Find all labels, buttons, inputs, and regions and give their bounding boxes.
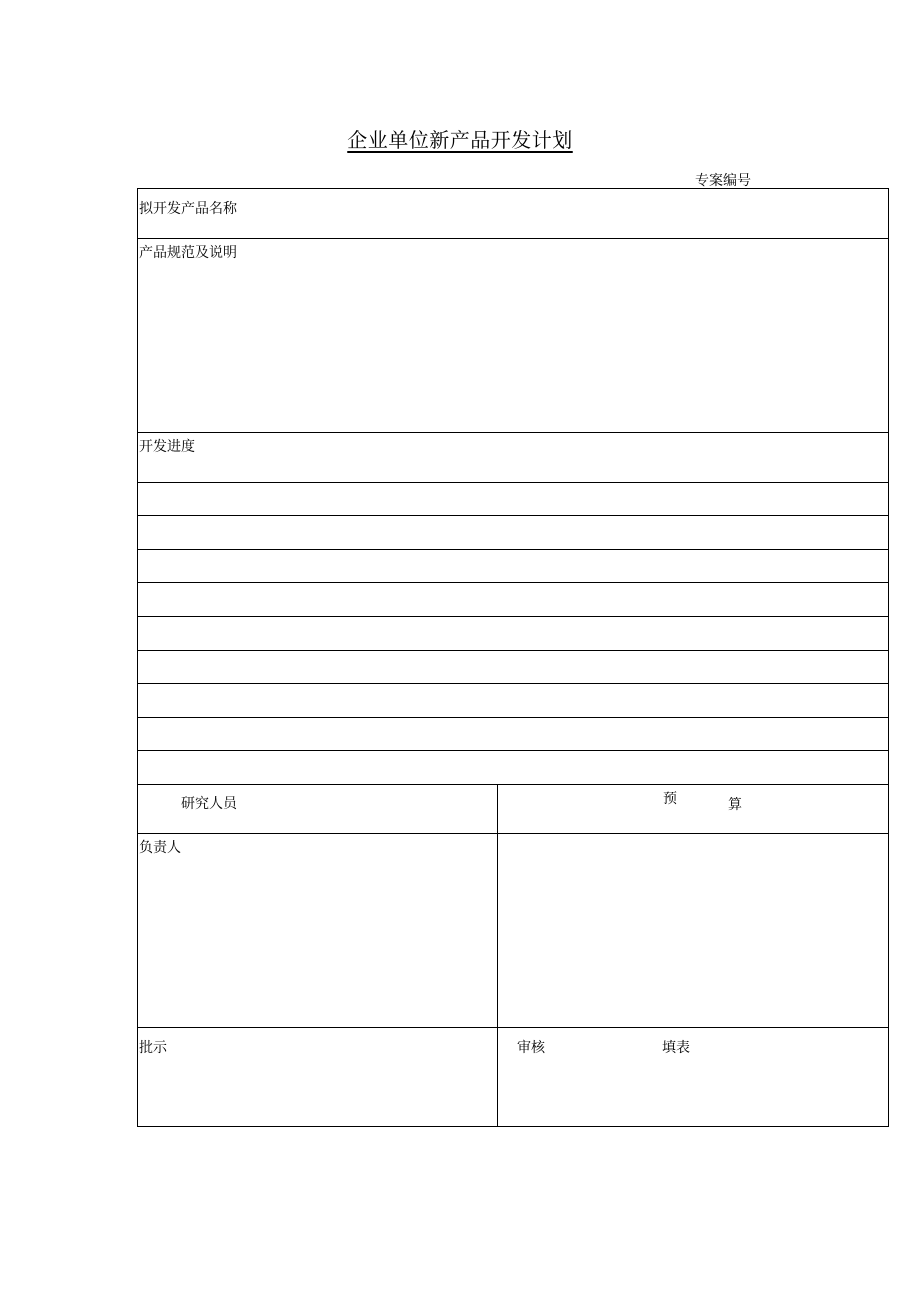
- column-divider: [497, 784, 498, 1127]
- progress-label: 开发进度: [139, 439, 195, 455]
- researchers-label: 研究人员: [181, 796, 237, 812]
- budget-label-char-2: 算: [728, 797, 742, 813]
- progress-row-divider: [137, 515, 889, 516]
- form-title: 企业单位新产品开发计划: [347, 128, 573, 152]
- project-number-label: 专案编号: [695, 173, 751, 189]
- progress-row-divider: [137, 616, 889, 617]
- approval-label: 批示: [139, 1040, 167, 1056]
- form-table: [137, 188, 889, 1127]
- row-divider: [137, 833, 889, 834]
- progress-row-divider: [137, 549, 889, 550]
- row-divider: [137, 238, 889, 239]
- owner-label: 负责人: [139, 840, 181, 856]
- progress-row-divider: [137, 717, 889, 718]
- progress-row-divider: [137, 582, 889, 583]
- row-divider: [137, 784, 889, 785]
- row-divider: [137, 482, 889, 483]
- budget-label-char-1: 预: [663, 791, 677, 807]
- row-divider: [137, 432, 889, 433]
- progress-row-divider: [137, 750, 889, 751]
- spec-label: 产品规范及说明: [139, 245, 237, 261]
- review-label: 审核: [517, 1040, 545, 1056]
- row-divider: [137, 1027, 889, 1028]
- filled-by-label: 填表: [662, 1040, 690, 1056]
- progress-row-divider: [137, 683, 889, 684]
- product-name-label: 拟开发产品名称: [139, 201, 237, 217]
- progress-row-divider: [137, 650, 889, 651]
